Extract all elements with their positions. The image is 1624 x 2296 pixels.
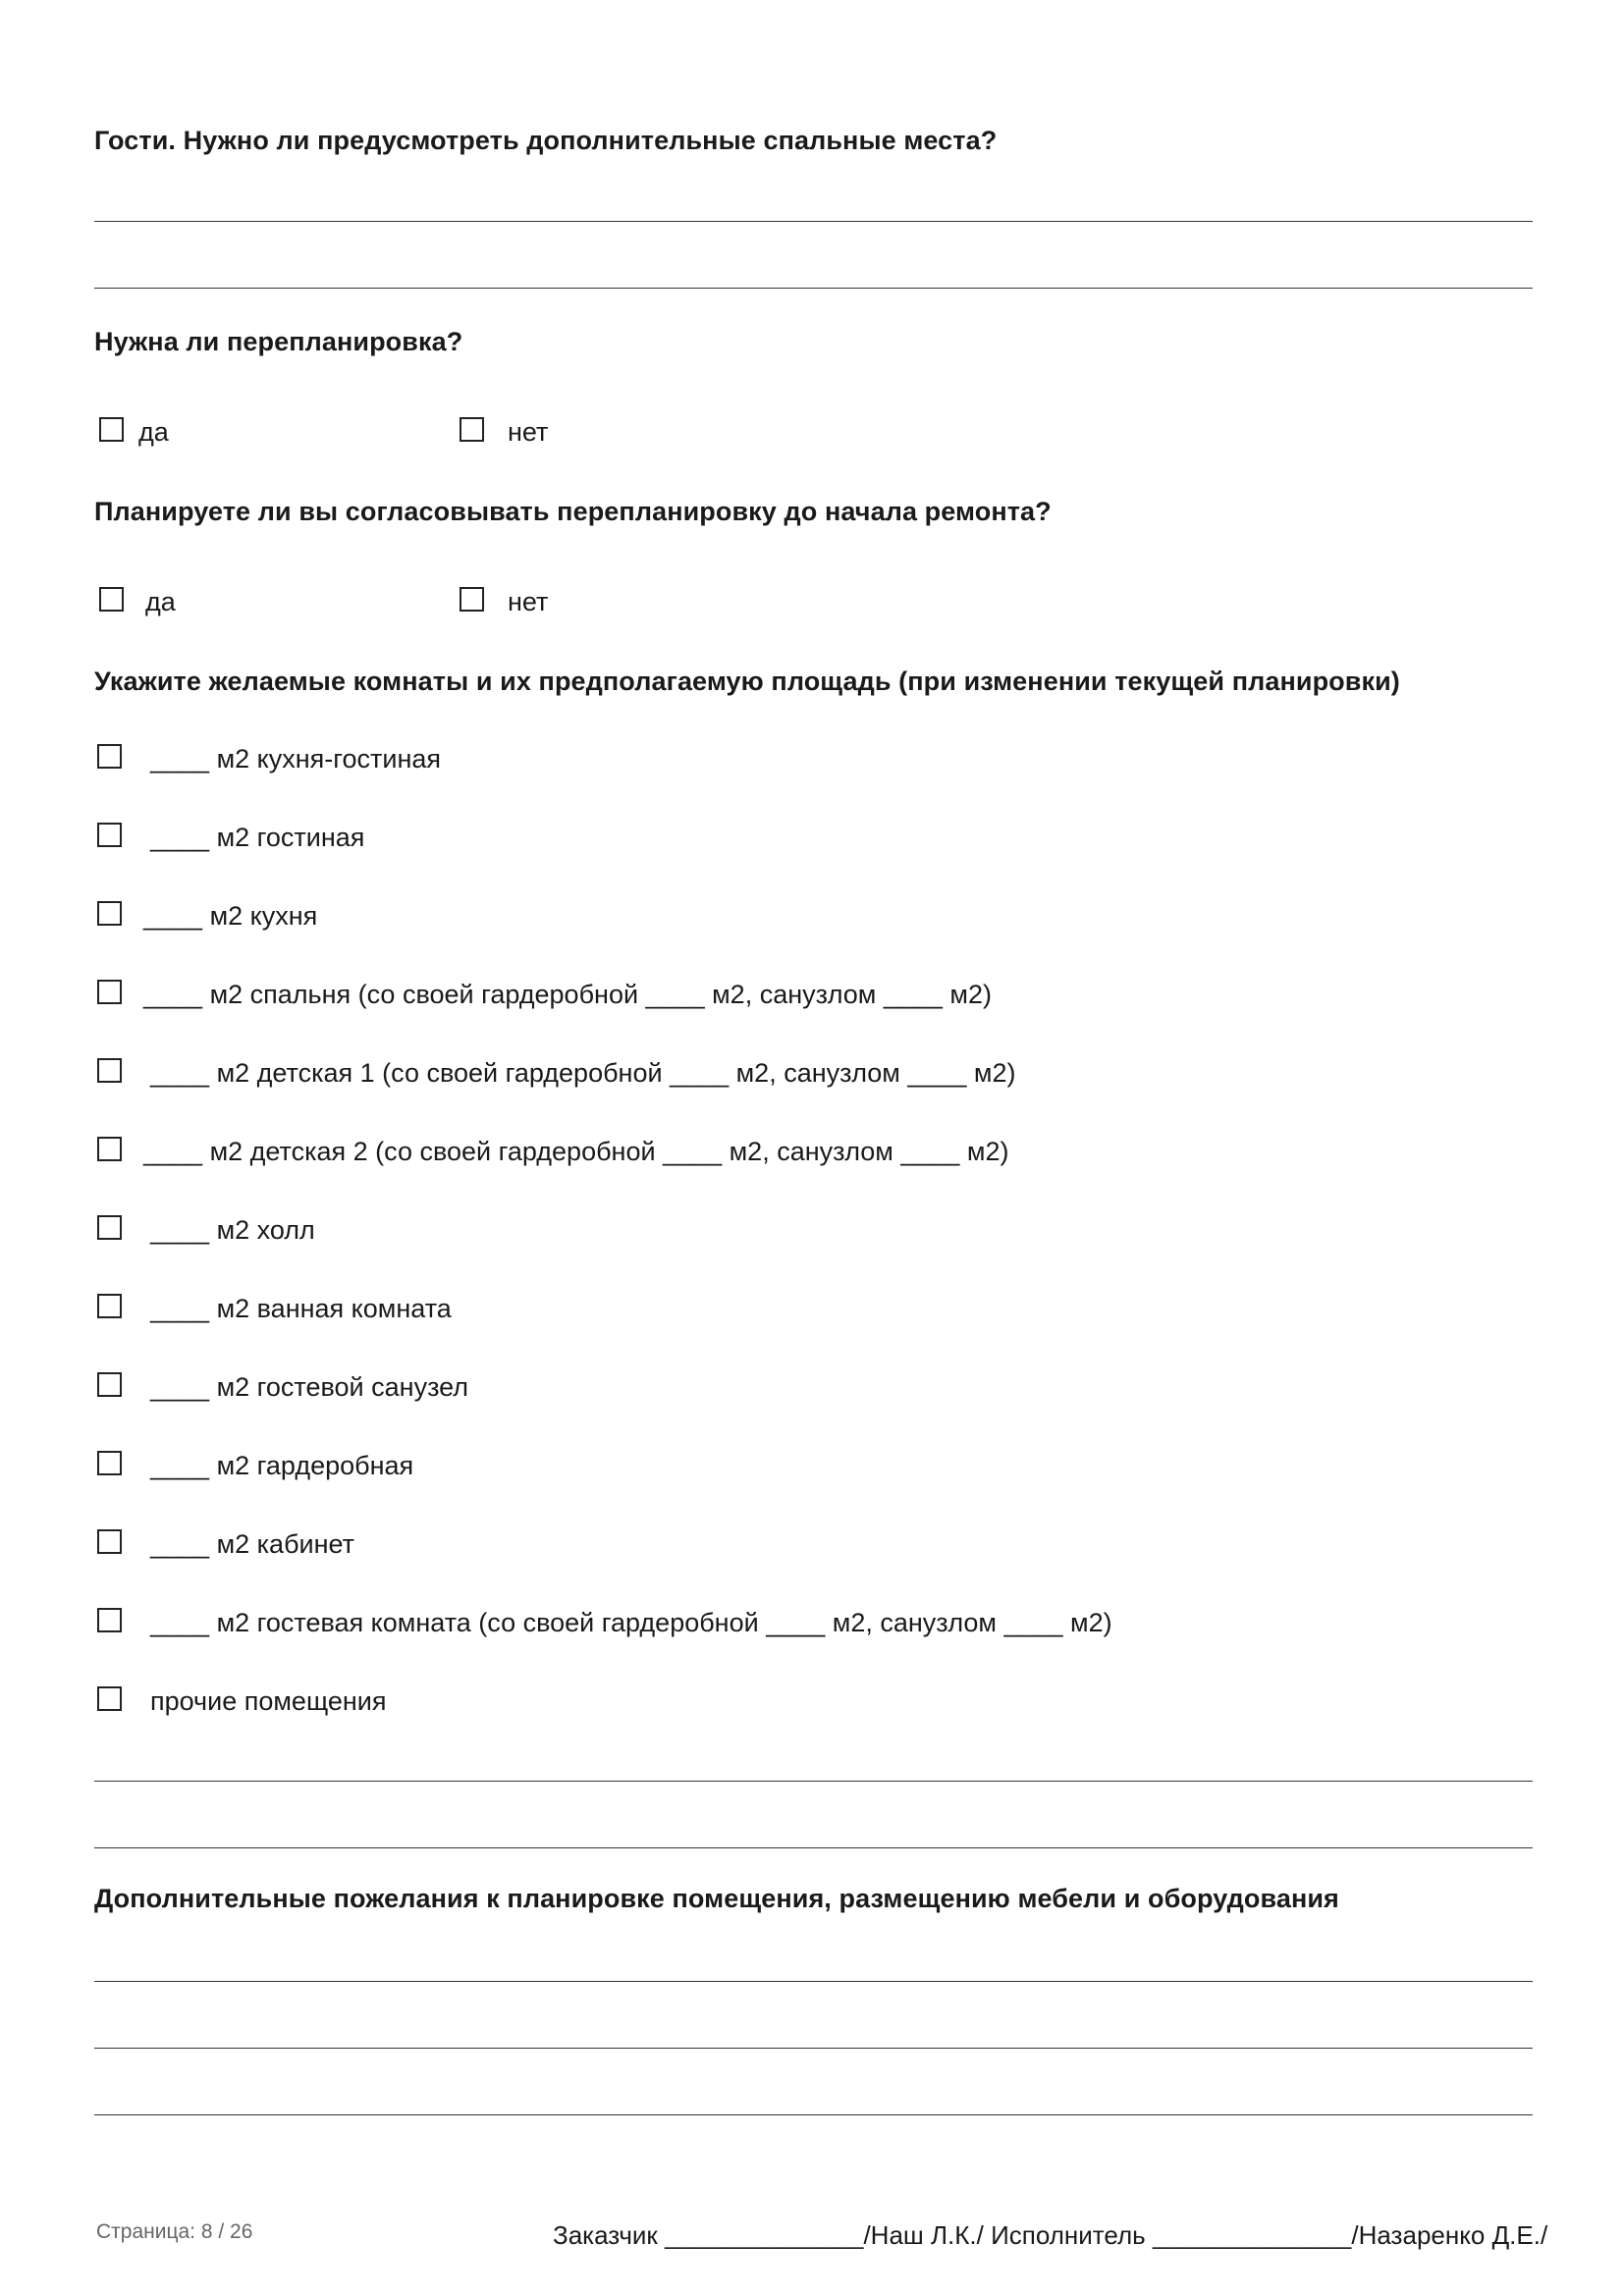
checkbox-approval-no[interactable] (460, 587, 484, 612)
answer-line[interactable] (94, 2048, 1533, 2049)
checkbox-room[interactable] (97, 744, 122, 769)
room-label: ____ м2 холл (150, 1215, 315, 1245)
checkbox-room-other[interactable] (97, 1686, 122, 1711)
question-approval: Планируете ли вы согласовывать перепланировку до начала ремонта? (94, 497, 1052, 526)
room-label: ____ м2 детская 2 (со своей гардеробной ____ м2, санузлом ____ м2) (143, 1137, 1009, 1166)
room-label: ____ м2 гостевой санузел (150, 1372, 469, 1402)
checkbox-room[interactable] (97, 1058, 122, 1083)
option-label: да (138, 417, 169, 447)
checkbox-room[interactable] (97, 823, 122, 847)
question-replanning: Нужна ли перепланировка? (94, 327, 463, 356)
room-label: ____ м2 спальня (со своей гардеробной ____ м2, санузлом ____ м2) (143, 980, 992, 1009)
room-label: прочие помещения (150, 1686, 387, 1716)
checkbox-replanning-yes[interactable] (99, 417, 124, 442)
checkbox-room[interactable] (97, 980, 122, 1004)
question-rooms: Укажите желаемые комнаты и их предполагаемую площадь (при изменении текущей планировки) (94, 667, 1400, 696)
room-label: ____ м2 кухня-гостиная (150, 744, 442, 774)
answer-line[interactable] (94, 1781, 1533, 1782)
answer-line[interactable] (94, 221, 1533, 222)
answer-line[interactable] (94, 288, 1533, 289)
checkbox-room[interactable] (97, 1372, 122, 1397)
checkbox-replanning-no[interactable] (460, 417, 484, 442)
room-label: ____ м2 гостиная (150, 823, 365, 852)
answer-line[interactable] (94, 1847, 1533, 1848)
room-label: ____ м2 детская 1 (со своей гардеробной ____ м2, санузлом ____ м2) (150, 1058, 1016, 1088)
signature-block: Заказчик ______________/Наш Л.К./ Исполнитель ______________/Назаренко Д.Е./ (553, 2220, 1548, 2250)
answer-line[interactable] (94, 1981, 1533, 1982)
checkbox-approval-yes[interactable] (99, 587, 124, 612)
question-guests: Гости. Нужно ли предусмотреть дополнительные спальные места? (94, 126, 998, 155)
checkbox-room[interactable] (97, 1137, 122, 1161)
room-label: ____ м2 кабинет (150, 1529, 355, 1559)
room-label: ____ м2 гардеробная (150, 1451, 414, 1480)
checkbox-room[interactable] (97, 1529, 122, 1554)
option-label: нет (508, 587, 549, 616)
answer-line[interactable] (94, 2114, 1533, 2115)
question-wishes: Дополнительные пожелания к планировке помещения, размещению мебели и оборудования (94, 1884, 1339, 1913)
room-label: ____ м2 гостевая комната (со своей гардеробной ____ м2, санузлом ____ м2) (150, 1608, 1112, 1637)
option-label: да (145, 587, 176, 616)
checkbox-room[interactable] (97, 1451, 122, 1475)
room-label: ____ м2 кухня (143, 901, 318, 931)
checkbox-room[interactable] (97, 901, 122, 926)
checkbox-room[interactable] (97, 1608, 122, 1632)
page-number: Страница: 8 / 26 (96, 2220, 253, 2243)
checkbox-room[interactable] (97, 1215, 122, 1240)
option-label: нет (508, 417, 549, 447)
checkbox-room[interactable] (97, 1294, 122, 1318)
room-label: ____ м2 ванная комната (150, 1294, 452, 1323)
